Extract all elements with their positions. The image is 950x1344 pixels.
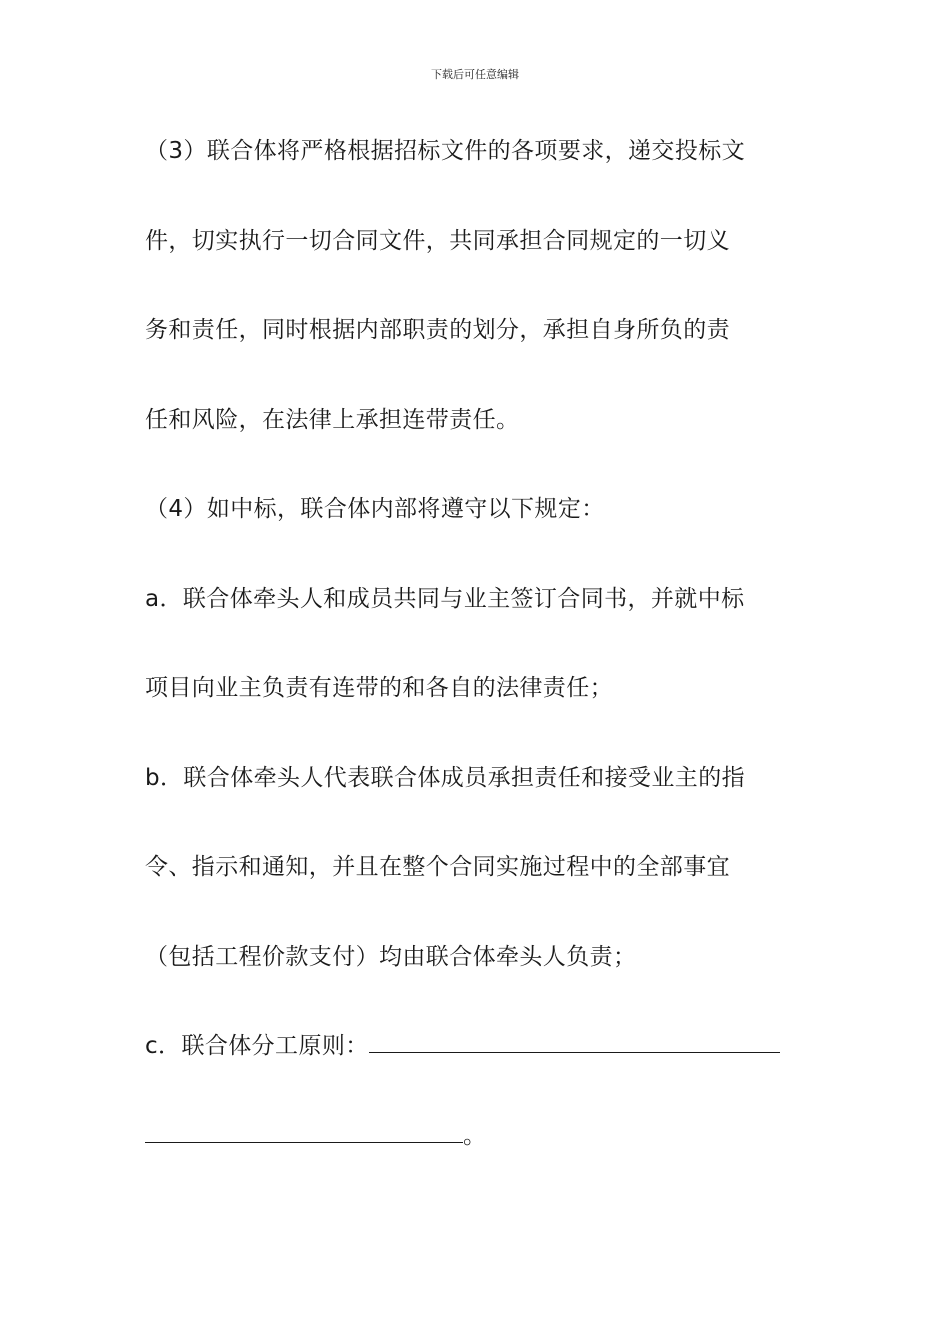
division-principle-label: c．联合体分工原则： <box>145 1033 369 1059</box>
paragraph-3-line-4: 任和风险，在法律上承担连带责任。 <box>145 406 520 433</box>
paragraph-3-line-1: （3）联合体将严格根据招标文件的各项要求，递交投标文 <box>145 138 746 164</box>
item-a-line-1: a．联合体牵头人和成员共同与业主签订合同书，并就中标 <box>145 585 745 612</box>
item-c-line-2 <box>145 1111 805 1201</box>
paragraph-3-line-2: 件，切实执行一切合同文件，共同承担合同规定的一切义 <box>145 227 730 254</box>
item-b-line-2: 令、指示和通知，并且在整个合同实施过程中的全部事宜 <box>145 854 730 880</box>
page-header-note: 下载后可任意编辑 <box>431 68 519 81</box>
fill-in-blank-line[interactable] <box>369 1028 780 1053</box>
paragraph-4-heading: （4）如中标，联合体内部将遵守以下规定： <box>145 496 605 522</box>
item-b-line-3: （包括工程价款支付）均由联合体牵头人负责； <box>145 943 637 970</box>
document-body <box>145 126 805 1200</box>
fill-in-blank-line[interactable] <box>145 1118 463 1143</box>
item-c-line-1 <box>145 1021 805 1111</box>
item-b-line-1: b．联合体牵头人代表联合体成员承担责任和接受业主的指 <box>145 764 745 791</box>
paragraph-3-line-3: 务和责任，同时根据内部职责的划分，承担自身所负的责 <box>145 317 730 343</box>
item-a-line-2: 项目向业主负责有连带的和各自的法律责任； <box>145 675 613 701</box>
end-punctuation: 。 <box>463 1122 487 1149</box>
